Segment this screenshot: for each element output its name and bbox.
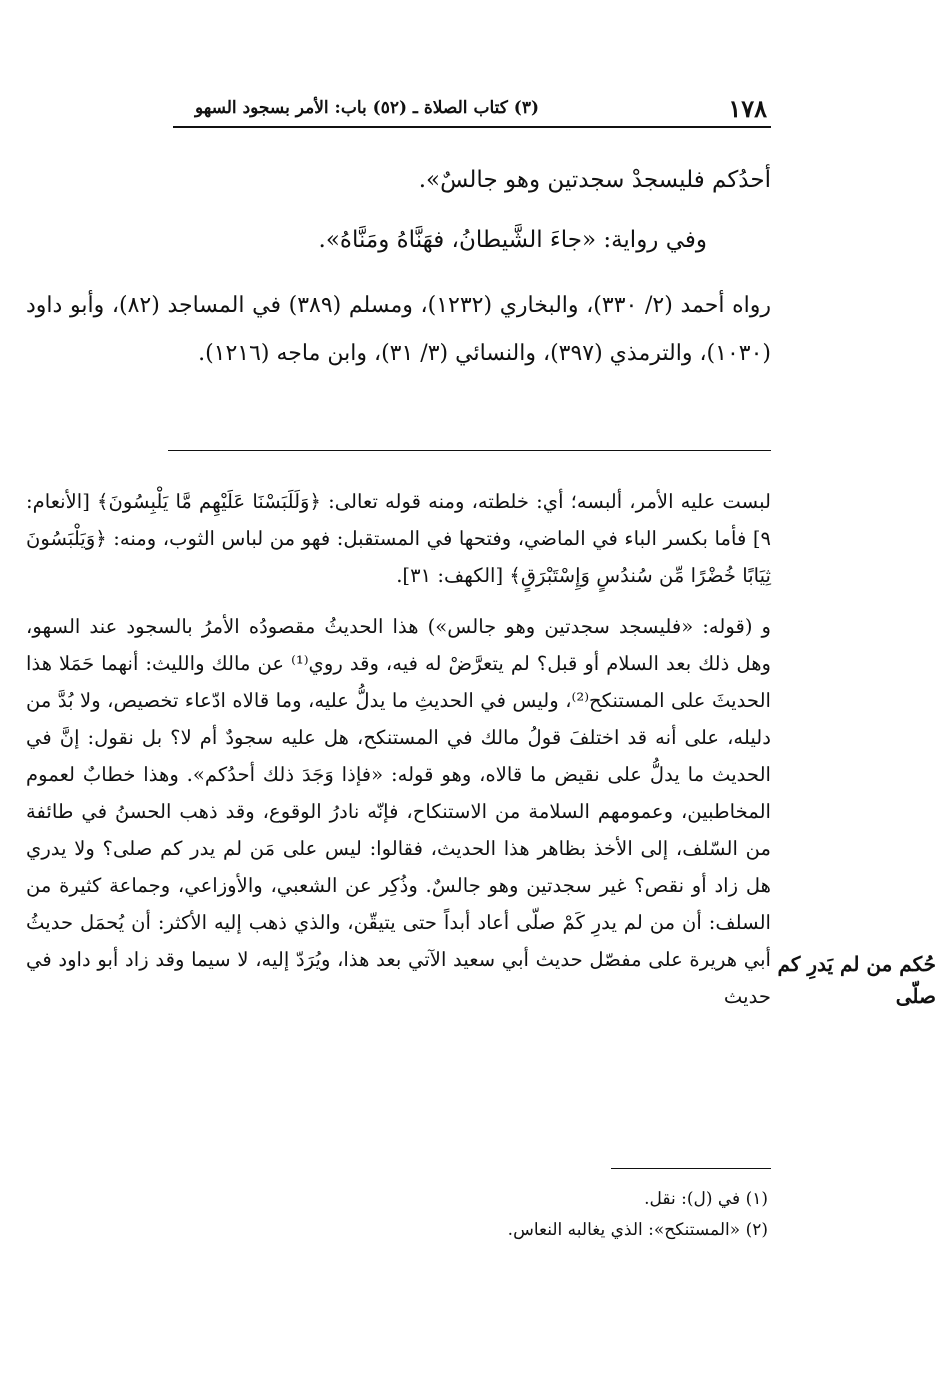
section-divider [168,450,771,451]
commentary-paragraph: و (قوله: «فليسجد سجدتين وهو جالس») هذا الحديثُ مقصودُه الأمرُ بالسجود عند السهو، وهل ذلك بعد السلام أو قبل؟ لم يتعرَّضْ له فيه، وقد روي⁽¹⁾ عن مالك والليث: أنهما حَمَلا هذا الحديثَ على المستنكح⁽²⁾، وليس في الحديثِ ما يدلُّ عليه، وما قالاه ادّعاء تخصيص، ولا بُدَّ من دليله، على أنه قد اختلفَ قولُ مالك في المستنكح، هل عليه سجودٌ أم لا؟ بل نقول: إنَّ في الحديث ما يدلُّ على نقيض ما قالاه، وهو قوله: «فإذا وَجَدَ ذلك أحدُكم». وهذا خطابٌ لعموم المخاطبين، وعمومهم السلامة من الاستنكاح، فإنّه نادرُ الوقوع، وقد ذهب الحسنُ في طائفة من السّلف، إلى الأخذ بظاهر هذا الحديث، فقالوا: ليس على مَن لم يدر كم صلى؟ ولا يدري هل زاد أو نقص؟ غير سجدتين وهو جالسٌ. وذُكِر عن الشعبي، والأوزاعي، وجماعة كثيرة من السلف: أن من لم يدرِ كَمْ صلّى أعاد أبداً حتى يتيقّن، والذي ذهب إليه الأكثر: أن يُحمَل حديثُ أبي هريرة على مفصّل حديث أبي سعيد الآتي بعد هذا، ويُرَدّ إليه، لا سيما وقد زاد أبو داود في حديث [26,615,771,1008]
footnote: (٢) «المستنكح»: الذي يغالبه النعاس. [507,1220,768,1240]
page-number: ١٧٨ [728,94,767,123]
hadith-line: وفي رواية: «جاءَ الشَّيطانُ، فهَنَّاهُ ومَنَّاهُ». [318,227,707,253]
running-header [173,92,771,128]
footnote: (١) في (ل): نقل. [644,1189,768,1209]
commentary-paragraph: لبست عليه الأمر، ألبسه؛ أي: خلطته، ومنه قوله تعالى: ﴿وَلَلَبَسْنَا عَلَيْهِم مَّا يَلْبِسُونَ﴾ [الأنعام: ٩] فأما بكسر الباء في الماضي، وفتحها في المستقبل: فهو من لباس الثوب، ومنه: ﴿وَيَلْبَسُونَ ثِيَابًا خُضْرًا مِّن سُندُسٍ وَإِسْتَبْرَقٍ﴾ [الكهف: ٣١]. [26,490,771,587]
footnotes [168,1184,768,1246]
commentary [26,483,771,1015]
hadith-sources [26,282,771,378]
footnote-divider [611,1168,771,1169]
hadith-line: أحدُكم فليسجدْ سجدتين وهو جالسٌ». [418,167,771,193]
sources-paragraph: رواه أحمد (٢/ ٣٣٠)، والبخاري (١٢٣٢)، ومسلم (٣٨٩) في المساجد (٨٢)، وأبو داود (١٠٣٠)، والترمذي (٣٩٧)، والنسائي (٣/ ٣١)، وابن ماجه (١٢١٦). [26,293,771,366]
running-title: (٣) كتاب الصلاة ـ (٥٢) باب: الأمر بسجود السهو [194,98,539,118]
hadith-text [26,150,771,270]
margin-heading: حُكم من لم يَدرِ كم صلّى [777,952,936,1008]
